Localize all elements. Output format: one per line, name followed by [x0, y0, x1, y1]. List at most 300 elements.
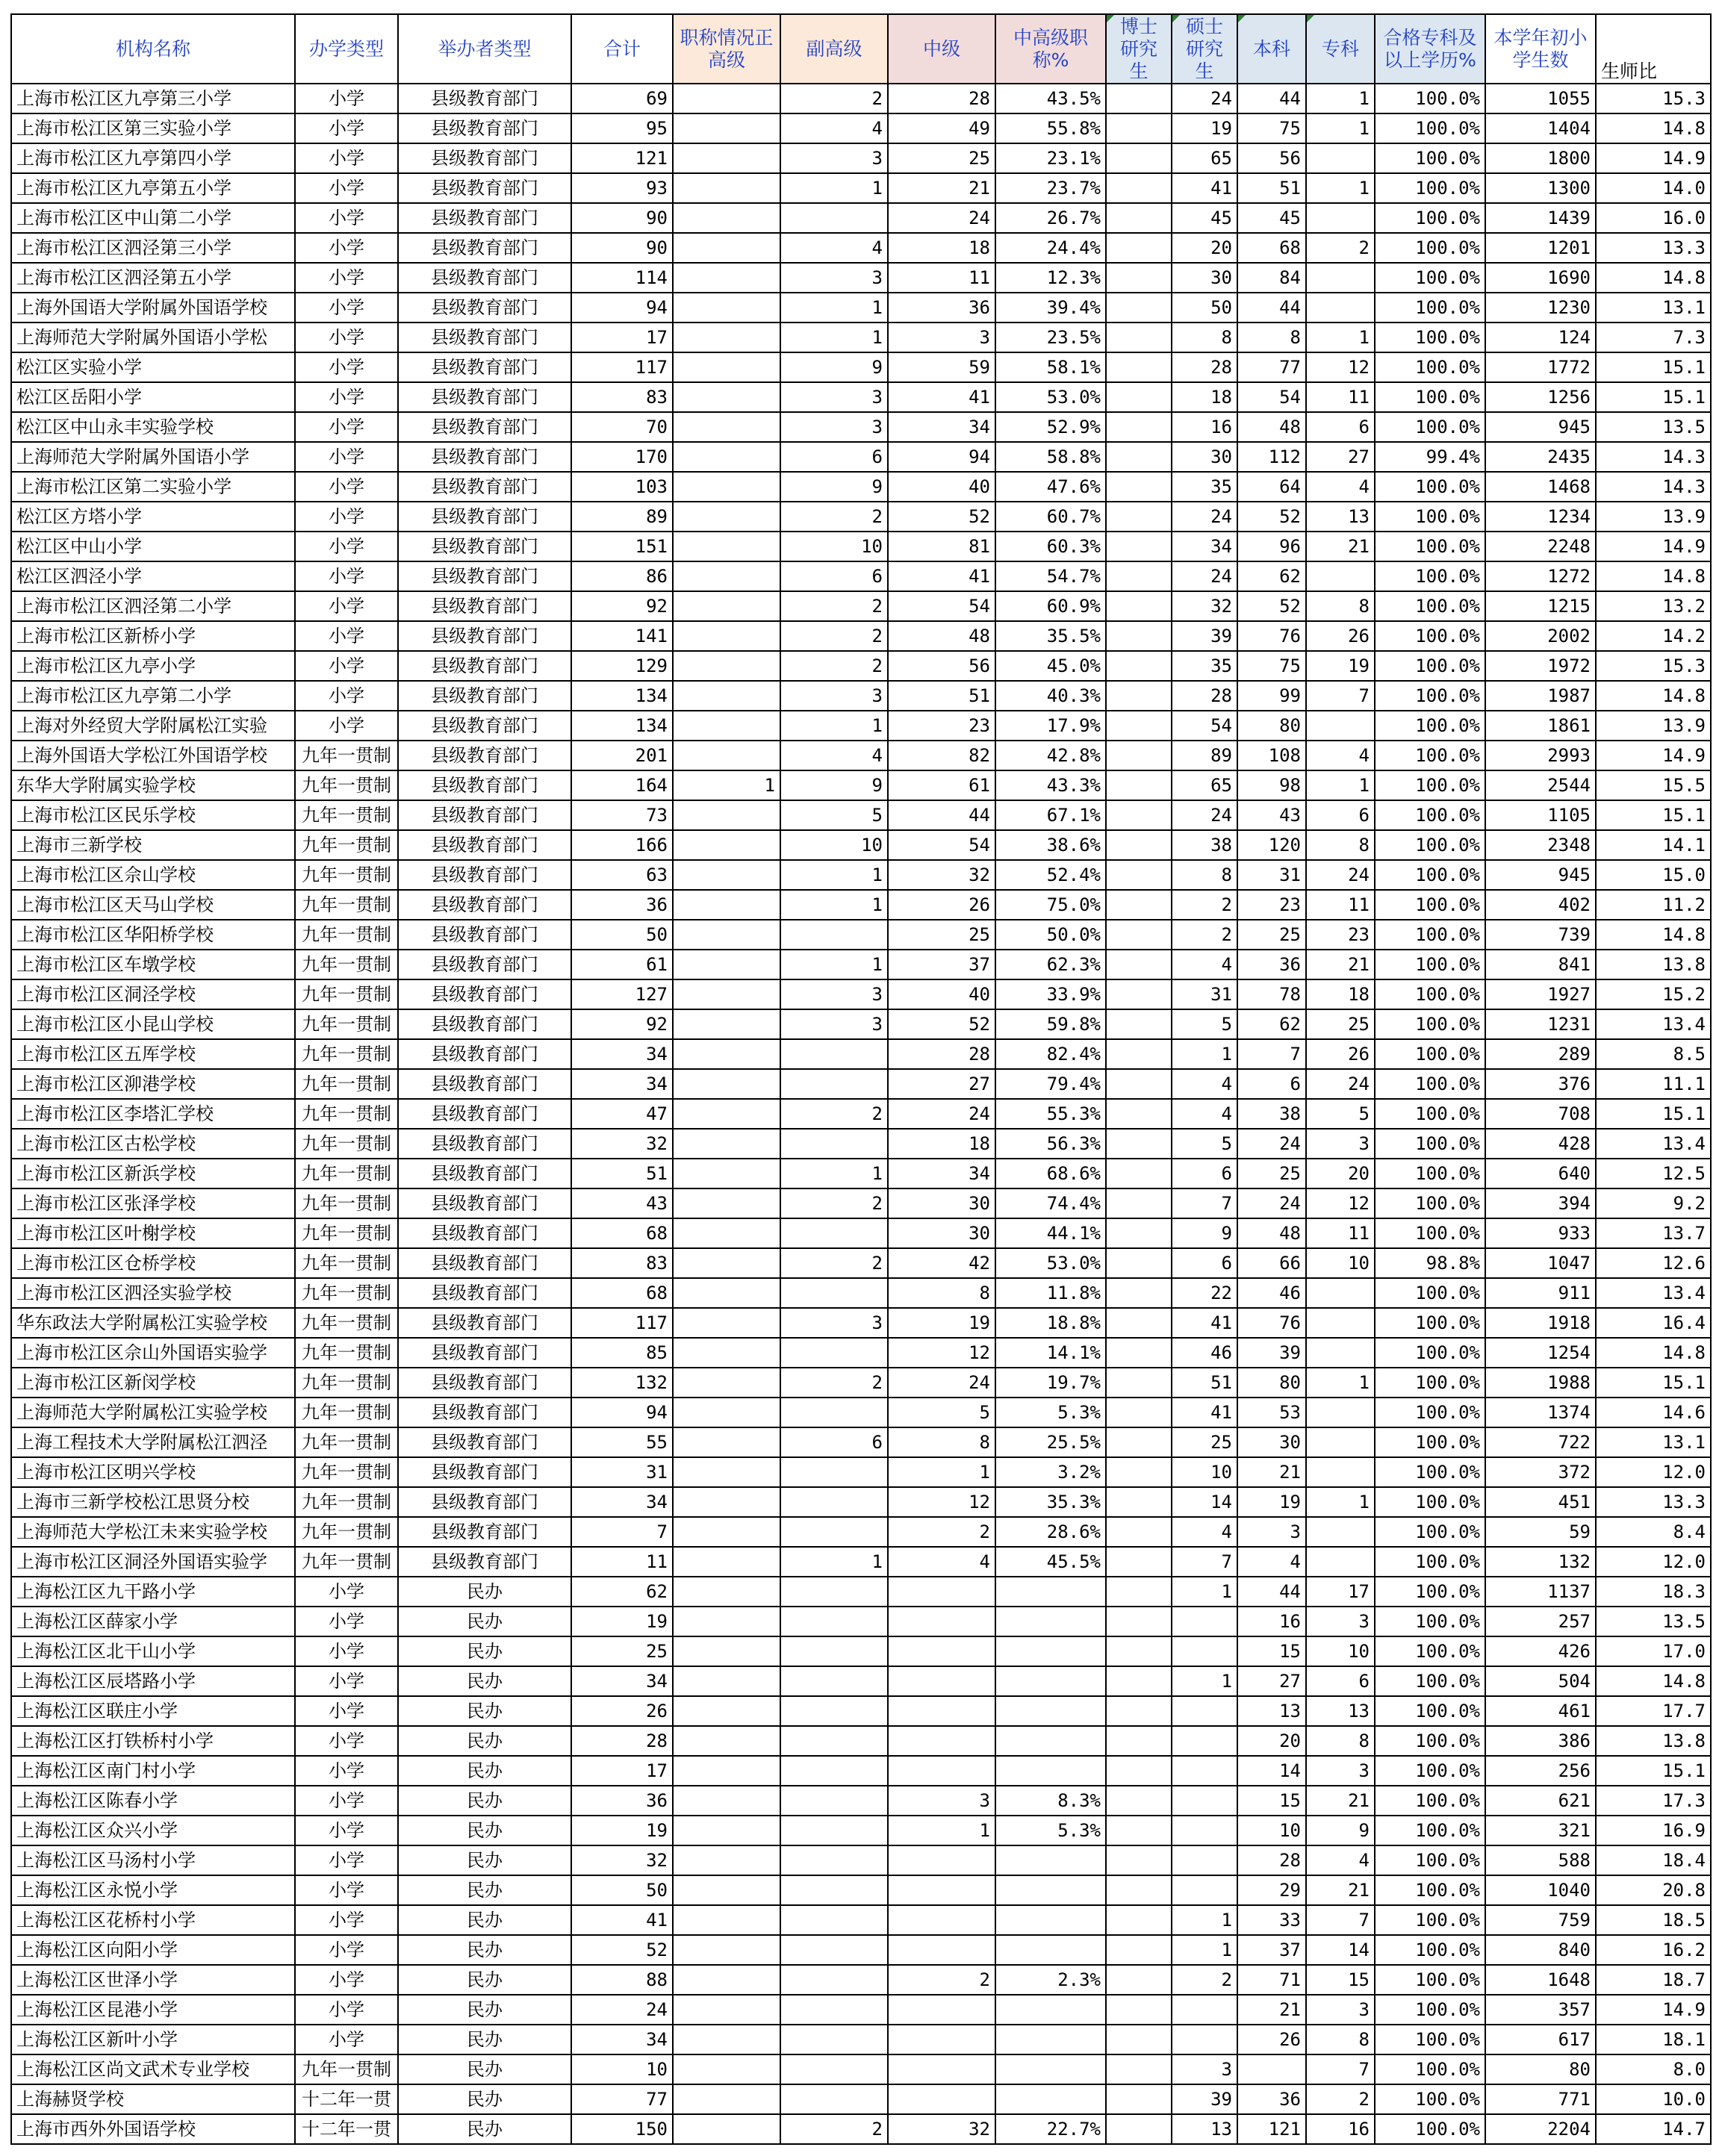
cell-senior: [673, 711, 780, 741]
cell-intermediate: 3: [888, 323, 995, 352]
cell-senior: [673, 323, 780, 352]
cell-name: 上海松江区永悦小学: [11, 1875, 295, 1905]
cell-master: 24: [1172, 561, 1237, 591]
cell-master: 5: [1172, 1009, 1237, 1039]
cell-name: 上海松江区昆港小学: [11, 1995, 295, 2025]
cell-total: 34: [571, 1487, 673, 1517]
cell-master: [1172, 1816, 1237, 1845]
table-row: [11, 2054, 1711, 2084]
cell-school-type: 小学: [295, 1577, 398, 1607]
cell-vice-senior: [780, 1218, 888, 1248]
cell-intermediate: 8: [888, 1427, 995, 1457]
cell-organizer-type: 县级教育部门: [398, 890, 571, 920]
cell-name: 上海市松江区天马山学校: [11, 890, 295, 920]
cell-vice-senior: [780, 1338, 888, 1368]
cell-intermediate: 26: [888, 890, 995, 920]
cell-mid-senior-pct: [995, 1756, 1106, 1786]
cell-mid-senior-pct: 24.4%: [995, 233, 1106, 263]
cell-ratio: 18.7: [1596, 1965, 1711, 1995]
cell-senior: [673, 1338, 780, 1368]
table-row: [11, 1487, 1711, 1517]
cell-total: 31: [571, 1457, 673, 1487]
cell-mid-senior-pct: 55.3%: [995, 1099, 1106, 1129]
cell-mid-senior-pct: 52.9%: [995, 412, 1106, 442]
cell-bachelor: 15: [1237, 1786, 1306, 1816]
cell-ratio: 13.4: [1596, 1278, 1711, 1308]
cell-total: 121: [571, 143, 673, 173]
cell-school-type: 小学: [295, 591, 398, 621]
cell-doctorate: [1106, 1756, 1172, 1786]
cell-total: 11: [571, 1547, 673, 1577]
cell-ratio: 14.8: [1596, 681, 1711, 711]
cell-doctorate: [1106, 1099, 1172, 1129]
cell-student-count: 2435: [1485, 442, 1596, 472]
table-row: [11, 143, 1711, 173]
cell-student-count: 428: [1485, 1129, 1596, 1159]
cell-qualified-pct: 100.0%: [1375, 890, 1485, 920]
cell-qualified-pct: 100.0%: [1375, 1875, 1485, 1905]
cell-senior: [673, 860, 780, 890]
header-school-type: 办学类型: [295, 14, 398, 84]
cell-qualified-pct: 100.0%: [1375, 1368, 1485, 1398]
cell-associate: 14: [1306, 1935, 1375, 1965]
cell-associate: 1: [1306, 323, 1375, 352]
cell-associate: 7: [1306, 681, 1375, 711]
cell-name: 上海市松江区九亭第三小学: [11, 84, 295, 113]
cell-school-type: 十二年一贯: [295, 2084, 398, 2114]
cell-school-type: 小学: [295, 293, 398, 323]
cell-organizer-type: 县级教育部门: [398, 1427, 571, 1457]
cell-senior: [673, 1069, 780, 1099]
cell-senior: [673, 1308, 780, 1338]
cell-school-type: 小学: [295, 502, 398, 532]
cell-vice-senior: [780, 1965, 888, 1995]
cell-total: 32: [571, 1845, 673, 1875]
cell-organizer-type: 县级教育部门: [398, 621, 571, 651]
cell-total: 70: [571, 412, 673, 442]
cell-bachelor: 52: [1237, 502, 1306, 532]
cell-bachelor: 26: [1237, 2025, 1306, 2054]
cell-school-type: 小学: [295, 173, 398, 203]
cell-associate: 11: [1306, 890, 1375, 920]
cell-bachelor: 108: [1237, 741, 1306, 770]
cell-student-count: 1690: [1485, 263, 1596, 293]
cell-mid-senior-pct: 53.0%: [995, 382, 1106, 412]
table-row: [11, 830, 1711, 860]
cell-total: 50: [571, 1875, 673, 1905]
header-institution-name: 机构名称: [11, 14, 295, 84]
cell-associate: 3: [1306, 1756, 1375, 1786]
cell-intermediate: 19: [888, 1308, 995, 1338]
cell-intermediate: 41: [888, 382, 995, 412]
cell-ratio: 17.0: [1596, 1636, 1711, 1666]
cell-mid-senior-pct: 23.5%: [995, 323, 1106, 352]
cell-name: 上海松江区联庄小学: [11, 1696, 295, 1726]
cell-organizer-type: 县级教育部门: [398, 800, 571, 830]
cell-ratio: 15.1: [1596, 800, 1711, 830]
cell-total: 68: [571, 1278, 673, 1308]
cell-master: 4: [1172, 1099, 1237, 1129]
cell-qualified-pct: 100.0%: [1375, 770, 1485, 800]
cell-intermediate: 25: [888, 920, 995, 950]
cell-master: 4: [1172, 1517, 1237, 1547]
table-row: [11, 352, 1711, 382]
cell-associate: 8: [1306, 830, 1375, 860]
table-row: [11, 681, 1711, 711]
cell-total: 94: [571, 293, 673, 323]
cell-student-count: 945: [1485, 412, 1596, 442]
cell-vice-senior: 3: [780, 979, 888, 1009]
table-row: [11, 890, 1711, 920]
cell-senior: [673, 2084, 780, 2114]
cell-organizer-type: 县级教育部门: [398, 1099, 571, 1129]
cell-senior: [673, 382, 780, 412]
cell-associate: [1306, 1338, 1375, 1368]
cell-ratio: 15.2: [1596, 979, 1711, 1009]
cell-intermediate: 8: [888, 1278, 995, 1308]
cell-ratio: 20.8: [1596, 1875, 1711, 1905]
cell-ratio: 18.3: [1596, 1577, 1711, 1607]
cell-name: 上海市松江区小昆山学校: [11, 1009, 295, 1039]
cell-mid-senior-pct: 22.7%: [995, 2114, 1106, 2144]
cell-qualified-pct: 100.0%: [1375, 412, 1485, 442]
cell-organizer-type: 县级教育部门: [398, 382, 571, 412]
cell-student-count: 759: [1485, 1905, 1596, 1935]
cell-doctorate: [1106, 1218, 1172, 1248]
cell-vice-senior: 1: [780, 1547, 888, 1577]
cell-student-count: 1439: [1485, 203, 1596, 233]
cell-intermediate: 5: [888, 1398, 995, 1427]
cell-doctorate: [1106, 561, 1172, 591]
cell-organizer-type: 县级教育部门: [398, 233, 571, 263]
cell-doctorate: [1106, 1696, 1172, 1726]
cell-organizer-type: 县级教育部门: [398, 770, 571, 800]
cell-school-type: 小学: [295, 143, 398, 173]
cell-master: 45: [1172, 203, 1237, 233]
cell-total: 201: [571, 741, 673, 770]
table-row: [11, 442, 1711, 472]
cell-bachelor: 39: [1237, 1338, 1306, 1368]
table-row: [11, 1188, 1711, 1218]
cell-vice-senior: 2: [780, 1188, 888, 1218]
cell-school-type: 小学: [295, 1696, 398, 1726]
cell-vice-senior: 3: [780, 263, 888, 293]
cell-ratio: 13.7: [1596, 1218, 1711, 1248]
cell-associate: 1: [1306, 1487, 1375, 1517]
cell-student-count: 357: [1485, 1995, 1596, 2025]
cell-mid-senior-pct: 17.9%: [995, 711, 1106, 741]
cell-intermediate: 28: [888, 84, 995, 113]
cell-intermediate: [888, 1696, 995, 1726]
cell-ratio: 14.8: [1596, 1666, 1711, 1696]
cell-senior: [673, 561, 780, 591]
cell-intermediate: 1: [888, 1816, 995, 1845]
cell-intermediate: 52: [888, 502, 995, 532]
cell-mid-senior-pct: 8.3%: [995, 1786, 1106, 1816]
cell-bachelor: 30: [1237, 1427, 1306, 1457]
cell-vice-senior: 3: [780, 1009, 888, 1039]
cell-student-count: 1300: [1485, 173, 1596, 203]
cell-student-count: 1234: [1485, 502, 1596, 532]
cell-associate: [1306, 143, 1375, 173]
cell-mid-senior-pct: 26.7%: [995, 203, 1106, 233]
table-row: [11, 1248, 1711, 1278]
cell-master: 1: [1172, 1905, 1237, 1935]
cell-qualified-pct: 100.0%: [1375, 1129, 1485, 1159]
cell-total: 117: [571, 352, 673, 382]
cell-total: 85: [571, 1338, 673, 1368]
cell-name: 上海市松江区叶榭学校: [11, 1218, 295, 1248]
cell-bachelor: 19: [1237, 1487, 1306, 1517]
cell-ratio: 7.3: [1596, 323, 1711, 352]
cell-mid-senior-pct: 67.1%: [995, 800, 1106, 830]
cell-master: 4: [1172, 950, 1237, 979]
cell-school-type: 小学: [295, 442, 398, 472]
table-row: [11, 1338, 1711, 1368]
cell-vice-senior: 2: [780, 1368, 888, 1398]
cell-senior: [673, 890, 780, 920]
table-row: [11, 472, 1711, 502]
cell-total: 89: [571, 502, 673, 532]
cell-senior: [673, 651, 780, 681]
cell-bachelor: 8: [1237, 323, 1306, 352]
cell-vice-senior: [780, 1278, 888, 1308]
cell-intermediate: 41: [888, 561, 995, 591]
cell-qualified-pct: 100.0%: [1375, 1069, 1485, 1099]
cell-school-type: 小学: [295, 681, 398, 711]
cell-doctorate: [1106, 1427, 1172, 1457]
cell-school-type: 九年一贯制: [295, 741, 398, 770]
cell-organizer-type: 县级教育部门: [398, 173, 571, 203]
cell-name: 上海市松江区五厍学校: [11, 1039, 295, 1069]
cell-qualified-pct: 100.0%: [1375, 293, 1485, 323]
cell-total: 34: [571, 1069, 673, 1099]
cell-name: 上海松江区世泽小学: [11, 1965, 295, 1995]
cell-bachelor: 112: [1237, 442, 1306, 472]
cell-school-type: 九年一贯制: [295, 1248, 398, 1278]
cell-student-count: 289: [1485, 1039, 1596, 1069]
cell-name: 上海市松江区泖港学校: [11, 1069, 295, 1099]
cell-master: [1172, 1756, 1237, 1786]
cell-senior: [673, 113, 780, 143]
cell-mid-senior-pct: 19.7%: [995, 1368, 1106, 1398]
cell-intermediate: 34: [888, 1159, 995, 1188]
cell-total: 34: [571, 1666, 673, 1696]
cell-school-type: 小学: [295, 1816, 398, 1845]
cell-doctorate: [1106, 84, 1172, 113]
header-associate: 专科: [1306, 14, 1375, 84]
cell-student-count: 1972: [1485, 651, 1596, 681]
cell-name: 上海市松江区新闵学校: [11, 1368, 295, 1398]
cell-student-count: 1137: [1485, 1577, 1596, 1607]
header-bachelor: 本科: [1237, 14, 1306, 84]
cell-ratio: 13.9: [1596, 711, 1711, 741]
cell-school-type: 小学: [295, 1875, 398, 1905]
cell-organizer-type: 民办: [398, 1875, 571, 1905]
cell-intermediate: 11: [888, 263, 995, 293]
cell-senior: [673, 830, 780, 860]
cell-doctorate: [1106, 1636, 1172, 1666]
cell-doctorate: [1106, 711, 1172, 741]
cell-doctorate: [1106, 1786, 1172, 1816]
cell-bachelor: 98: [1237, 770, 1306, 800]
table-row: [11, 1666, 1711, 1696]
cell-ratio: 18.1: [1596, 2025, 1711, 2054]
cell-bachelor: 4: [1237, 1547, 1306, 1577]
cell-qualified-pct: 100.0%: [1375, 1816, 1485, 1845]
cell-organizer-type: 县级教育部门: [398, 472, 571, 502]
cell-name: 上海市松江区华阳桥学校: [11, 920, 295, 950]
cell-qualified-pct: 100.0%: [1375, 711, 1485, 741]
cell-associate: 27: [1306, 442, 1375, 472]
cell-master: 19: [1172, 113, 1237, 143]
cell-student-count: 1404: [1485, 113, 1596, 143]
cell-name: 上海市松江区新桥小学: [11, 621, 295, 651]
cell-qualified-pct: 100.0%: [1375, 800, 1485, 830]
cell-name: 上海市松江区明兴学校: [11, 1457, 295, 1487]
cell-doctorate: [1106, 2025, 1172, 2054]
cell-mid-senior-pct: 59.8%: [995, 1009, 1106, 1039]
cell-mid-senior-pct: [995, 1666, 1106, 1696]
cell-bachelor: 48: [1237, 412, 1306, 442]
cell-mid-senior-pct: 45.0%: [995, 651, 1106, 681]
cell-doctorate: [1106, 1278, 1172, 1308]
cell-qualified-pct: 100.0%: [1375, 84, 1485, 113]
cell-doctorate: [1106, 800, 1172, 830]
cell-vice-senior: 1: [780, 173, 888, 203]
cell-name: 上海市松江区泗泾第五小学: [11, 263, 295, 293]
header-student-count: 本学年初小学生数: [1485, 14, 1596, 84]
cell-master: 41: [1172, 173, 1237, 203]
cell-organizer-type: 县级教育部门: [398, 1218, 571, 1248]
header-master: 硕士研究生: [1172, 14, 1237, 84]
cell-organizer-type: 县级教育部门: [398, 1308, 571, 1338]
cell-name: 松江区实验小学: [11, 352, 295, 382]
cell-mid-senior-pct: 40.3%: [995, 681, 1106, 711]
cell-master: 20: [1172, 233, 1237, 263]
cell-vice-senior: [780, 920, 888, 950]
cell-qualified-pct: 100.0%: [1375, 203, 1485, 233]
cell-bachelor: 78: [1237, 979, 1306, 1009]
cell-qualified-pct: 100.0%: [1375, 472, 1485, 502]
cell-ratio: 13.3: [1596, 1487, 1711, 1517]
cell-associate: [1306, 1278, 1375, 1308]
table-row: [11, 502, 1711, 532]
cell-name: 上海松江区尚文武术专业学校: [11, 2054, 295, 2084]
cell-mid-senior-pct: 12.3%: [995, 263, 1106, 293]
cell-total: 129: [571, 651, 673, 681]
cell-master: 6: [1172, 1159, 1237, 1188]
cell-vice-senior: [780, 1069, 888, 1099]
cell-qualified-pct: 100.0%: [1375, 1009, 1485, 1039]
header-row: [11, 14, 1711, 84]
cell-ratio: 14.8: [1596, 113, 1711, 143]
cell-bachelor: 38: [1237, 1099, 1306, 1129]
cell-total: 63: [571, 860, 673, 890]
cell-school-type: 小学: [295, 1845, 398, 1875]
cell-intermediate: [888, 2025, 995, 2054]
cell-ratio: 17.3: [1596, 1786, 1711, 1816]
cell-senior: [673, 1875, 780, 1905]
cell-doctorate: [1106, 1039, 1172, 1069]
cell-senior: [673, 1159, 780, 1188]
cell-qualified-pct: 100.0%: [1375, 1607, 1485, 1636]
cell-organizer-type: 县级教育部门: [398, 561, 571, 591]
cell-associate: 10: [1306, 1248, 1375, 1278]
cell-total: 24: [571, 1995, 673, 2025]
cell-name: 上海市松江区新浜学校: [11, 1159, 295, 1188]
cell-organizer-type: 县级教育部门: [398, 1039, 571, 1069]
cell-student-count: 59: [1485, 1517, 1596, 1547]
cell-master: 34: [1172, 532, 1237, 561]
cell-ratio: 15.3: [1596, 651, 1711, 681]
cell-vice-senior: 9: [780, 472, 888, 502]
cell-associate: 26: [1306, 621, 1375, 651]
cell-vice-senior: [780, 1995, 888, 2025]
cell-vice-senior: [780, 1129, 888, 1159]
cell-ratio: 13.8: [1596, 1726, 1711, 1756]
cell-doctorate: [1106, 1845, 1172, 1875]
cell-senior: [673, 1129, 780, 1159]
cell-associate: 6: [1306, 412, 1375, 442]
cell-name: 东华大学附属实验学校: [11, 770, 295, 800]
cell-bachelor: 28: [1237, 1845, 1306, 1875]
cell-mid-senior-pct: 74.4%: [995, 1188, 1106, 1218]
cell-organizer-type: 民办: [398, 1607, 571, 1636]
cell-vice-senior: 9: [780, 770, 888, 800]
cell-bachelor: 36: [1237, 950, 1306, 979]
cell-vice-senior: 4: [780, 113, 888, 143]
cell-senior: [673, 1099, 780, 1129]
cell-vice-senior: 1: [780, 293, 888, 323]
cell-senior: [673, 1636, 780, 1666]
cell-ratio: 14.7: [1596, 2114, 1711, 2144]
cell-school-type: 小学: [295, 1726, 398, 1756]
cell-school-type: 小学: [295, 621, 398, 651]
cell-doctorate: [1106, 1248, 1172, 1278]
cell-ratio: 14.6: [1596, 1398, 1711, 1427]
cell-qualified-pct: 100.0%: [1375, 741, 1485, 770]
table-row: [11, 1636, 1711, 1666]
table-row: [11, 1965, 1711, 1995]
cell-name: 上海市松江区佘山外国语实验学: [11, 1338, 295, 1368]
cell-bachelor: 54: [1237, 382, 1306, 412]
cell-school-type: 九年一贯制: [295, 1427, 398, 1457]
cell-bachelor: 80: [1237, 711, 1306, 741]
cell-school-type: 九年一贯制: [295, 1547, 398, 1577]
cell-master: 39: [1172, 621, 1237, 651]
cell-doctorate: [1106, 532, 1172, 561]
cell-student-count: 1861: [1485, 711, 1596, 741]
cell-intermediate: 12: [888, 1338, 995, 1368]
cell-master: [1172, 1607, 1237, 1636]
cell-organizer-type: 县级教育部门: [398, 979, 571, 1009]
cell-student-count: 739: [1485, 920, 1596, 950]
cell-master: [1172, 2025, 1237, 2054]
cell-mid-senior-pct: 47.6%: [995, 472, 1106, 502]
cell-school-type: 小学: [295, 263, 398, 293]
cell-master: [1172, 1696, 1237, 1726]
cell-mid-senior-pct: 68.6%: [995, 1159, 1106, 1188]
cell-intermediate: 94: [888, 442, 995, 472]
cell-associate: 25: [1306, 1009, 1375, 1039]
cell-vice-senior: [780, 1487, 888, 1517]
cell-organizer-type: 县级教育部门: [398, 1517, 571, 1547]
cell-bachelor: 33: [1237, 1905, 1306, 1935]
cell-total: 150: [571, 2114, 673, 2144]
cell-intermediate: [888, 1875, 995, 1905]
cell-student-count: 1201: [1485, 233, 1596, 263]
